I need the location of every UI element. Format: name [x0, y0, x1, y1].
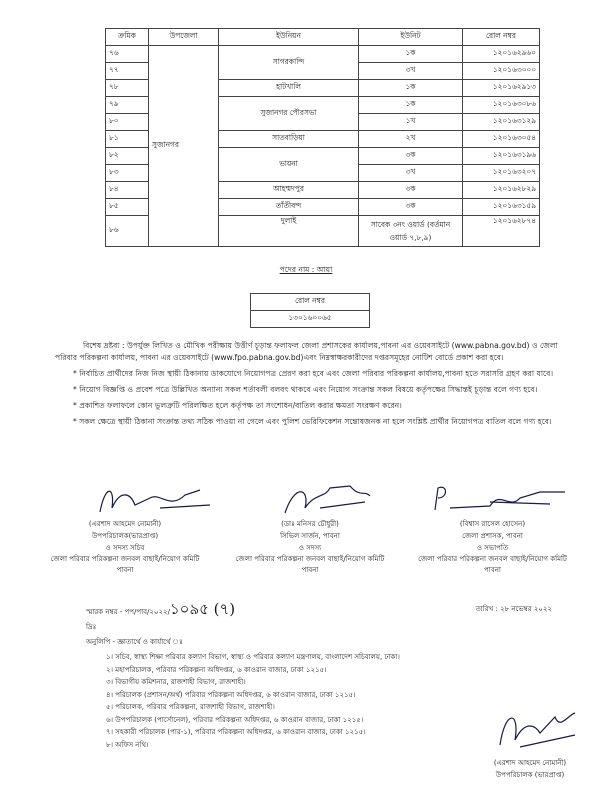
unit-cell: ৩খ: [359, 63, 463, 80]
memo-prefix: স্মারক নম্বর - পপ/পাব/২০২২/: [86, 608, 170, 616]
upazila-cell: সুজানগর: [149, 46, 219, 247]
note-item: * প্রকাশিত ফলাফলে কোন ভুলত্রুটি পরিলক্ষিত হলে কর্তৃপক্ষ তা সংশোধন/বাতিল করার ক্ষমতা সংরক্ষণ করেন।: [73, 401, 402, 410]
signature-scribble-3: [430, 480, 570, 516]
unit-cell: ২খ: [359, 131, 463, 148]
roll-cell: ১২০১৬৩০৮৬: [463, 97, 540, 114]
unit-cell: ৩খ: [359, 165, 463, 182]
union-cell: সাতবাড়িয়া: [219, 131, 359, 148]
unit-cell: সাবেক ৩নং ওয়ার্ড (বর্তমান ওয়ার্ড ৭,৮,৯): [359, 216, 463, 247]
serial-cell: ৮০: [106, 114, 149, 131]
serial-cell: ৮২: [106, 148, 149, 165]
signatory-role: ও সদস্য সচিব: [105, 544, 145, 552]
notes: [55, 340, 565, 432]
header-union: ইউনিয়ন: [219, 29, 359, 46]
copy-item: ২। মহাপরিচালক, পরিবার পরিকল্পনা অধিদপ্তর, ৬ কাওরান বাজার, ঢাকা ১২১৫।: [106, 665, 327, 674]
union-cell: তাঁতীবন্দ: [219, 199, 359, 216]
roll-cell: ১২০১৬২৮৭৪: [463, 216, 540, 247]
table-row: [106, 46, 540, 63]
union-cell: ভায়না: [219, 148, 359, 182]
signatory-place: পাবনা: [116, 566, 134, 574]
roll-cell: ১২০১৬৩০০০: [463, 63, 540, 80]
copy-item: ১। সচিব, স্বাস্থ্য শিক্ষা পরিবার কল্যাণ বিভাগ, স্বাস্থ্য ও পরিবার কল্যাণ মন্ত্রণালয়, বাংলাদেশ সচিবালয়, ঢাকা।: [106, 653, 400, 661]
signatory-place: পাবনা: [301, 566, 319, 574]
serial-cell: ৭৮: [106, 80, 149, 97]
union-cell: সাগরকান্দি: [219, 46, 359, 80]
header-unit: ইউনিট: [359, 29, 463, 46]
copy-item: ৫। পরিচালক, পরিবার পরিকল্পনা, রাজশাহী বিভাগ, রাজশাহী।: [106, 703, 275, 711]
serial-cell: ৮৪: [106, 182, 149, 199]
union-cell: দুলাই: [219, 216, 359, 247]
header-serial: ক্রমিক: [106, 29, 149, 46]
copy-item: ৩। বিভাগীয় কমিশনার, রাজশাহী বিভাগ, রাজশাহী।: [106, 678, 246, 686]
unit-cell: ১ক: [359, 97, 463, 114]
roll-cell: ১২০১৬২৯১৩: [463, 80, 540, 97]
serial-cell: ৮১: [106, 131, 149, 148]
copy-heading: অনুলিপি - জ্ঞাতার্থে ও কার্যার্থে ঃ: [86, 638, 183, 646]
unit-cell: ৩ক: [359, 199, 463, 216]
signatory-2: [230, 518, 390, 576]
unit-cell: ১ক: [359, 80, 463, 97]
header-upazila: উপজেলা: [149, 29, 219, 46]
signatory-name: (এরশাদ আহমেদ নোমানী): [88, 520, 162, 528]
serial-cell: ৮৩: [106, 165, 149, 182]
note-item: * নিয়োগ বিজ্ঞপ্তি ও প্রবেশ পত্রে উল্লিখিত অন্যান্য সকল শর্তাবলী বলবৎ থাকবে এবং নিয়োগ সংক্রান্ত সকল বিষয়ে কর্তৃপক্ষের সিদ্ধান্তই চূড়ান্ত বলে গণ্য হবে।: [73, 385, 538, 394]
serial-cell: ৮৬: [106, 216, 149, 247]
signatory-title: উপপরিচালক (ভারপ্রাপ্ত): [495, 771, 565, 779]
roll-cell: ১২০১৬৩১৫৯: [463, 199, 540, 216]
signatory-name: (এরশাদ আহমেদ নোমানী): [493, 759, 567, 767]
signatory-title: জেলা প্রশাসক, পাবনা: [462, 532, 523, 540]
note-item: * সকল ক্ষেত্রে স্থায়ী ঠিকানা সংক্রান্ত তথ্য সঠিক পাওয়া না গেলে এবং পুলিশ ভেরিফিকেশন সন্তোষজনক না হলে সংশ্লিষ্ট প্রার্থীর নিয়োগপত্র বাতিল বলে গণ্য হবে।: [73, 417, 552, 426]
union-cell: হাটখালি: [219, 80, 359, 97]
signatory-committee: জেলা পরিবার পরিকল্পনা জনবল বাছাই/নিয়োগ কমিটি: [235, 555, 385, 563]
signatory-role: ও সদস্য: [298, 544, 322, 552]
note-main: বিশেষ দ্রষ্টব্য : উপর্যুক্ত লিখিত ও মৌখিক পরীক্ষায় উত্তীর্ণ চূড়ান্ত ফলাফল জেলা প্রশাসকের কার্যালয়,পাবনা এর ওয়েবসাইটে (www.pabna.gov.bd) ও জেলা পরিবার পরিকল্পনা কার্যালয়, পাবনা এর ওয়েবসাইটে (www.fpo.pabna.gov.bd)এবং নিম্নস্বাক্ষরকারীদের দপ্তরসমূহের নোটিশ বোর্ডে প্রকাশ করা হবে।: [55, 341, 558, 362]
copy-list: [106, 651, 400, 751]
roll-cell: ১২০১৬৩১৯৬: [463, 148, 540, 165]
copy-item: ৭। সহকারী পরিচালক (পার-১), পরিবার পরিকল্পনা অধিদপ্তর, ৬ কাওরান বাজার, ঢাকা ১২১৫।: [106, 728, 366, 736]
signatory-place: পাবনা: [484, 566, 501, 574]
signatory-1: [35, 518, 215, 576]
signatory-name: (বিশ্বাস রাসেল হোসেন): [459, 520, 526, 528]
roll-header: রোল নম্বর: [251, 294, 370, 311]
signatory-committee: জেলা পরিবার পরিকল্পনা জনবল বাছাই/নিয়োগ কমিটি: [418, 555, 567, 563]
serial-cell: ৭৯: [106, 97, 149, 114]
memo-handwritten-number: ১০৯৫ (৭): [169, 600, 236, 618]
copy-item: ৮। অফিস নথি।: [106, 740, 149, 749]
memo-note: দ্রিঃ: [86, 623, 97, 631]
roll-table: [250, 293, 370, 328]
signatory-title: সিভিল সার্জন, পাবনা: [280, 532, 340, 540]
serial-cell: ৮৫: [106, 199, 149, 216]
unit-cell: ৩ক: [359, 148, 463, 165]
union-cell: সুজানগর পৌরসভা: [219, 97, 359, 131]
memo-date: তারিখ : ২৮ নভেম্বর ২০২২: [475, 605, 552, 613]
unit-cell: ৩ক: [359, 182, 463, 199]
header-roll: রোল নম্বর: [463, 29, 540, 46]
copy-item: ৬। উপপরিচালক (পার্সোনেল), পরিবার পরিকল্পনা অধিদপ্তর, ৬ কাওরান বাজার, ঢাকা ১২১৫।: [106, 715, 364, 724]
roll-cell: ১২০১৬৩০৫৪: [463, 131, 540, 148]
signature-scribble-1: [90, 480, 220, 518]
serial-cell: ৭৬: [106, 46, 149, 63]
note-item: * নির্বাচিত প্রার্থীদের নিজ নিজ স্থায়ী ঠিকানায় ডাকযোগে নিয়োগপত্র প্রেরণ করা হবে এবং জেলা পরিবার পরিকল্পনা কার্যালয়,পাবনা হতে সরাসরি গ্রহণ করা যাবে।: [73, 369, 554, 378]
union-cell: আহম্মদপুর: [219, 182, 359, 199]
post-title: পদের নাম : আয়া: [279, 265, 333, 274]
final-signatory: [460, 757, 600, 781]
results-table: [105, 28, 540, 247]
serial-cell: ৭৭: [106, 63, 149, 80]
signatory-role: ও সভাপতি: [476, 544, 509, 552]
unit-cell: ১খ: [359, 114, 463, 131]
signature-scribble-2: [270, 478, 380, 518]
signatory-title: উপপরিচালক(ভারপ্রাপ্ত): [91, 532, 159, 540]
roll-cell: ১২০১৬৩২০৭: [463, 165, 540, 182]
roll-cell: ১২০১৬২৯৬০: [463, 46, 540, 63]
signatory-committee: জেলা পরিবার পরিকল্পনা জনবল বাছাই/নিয়োগ কমিটি: [50, 555, 200, 563]
roll-cell: ১২০১৬৩১২৯: [463, 114, 540, 131]
signatory-name: (ডাঃ মনিসর চৌধুরী): [281, 520, 339, 528]
roll-cell: ১২০১৬২৮২৯: [463, 182, 540, 199]
memo-line: [86, 600, 235, 621]
signatory-3: [410, 518, 575, 576]
unit-cell: ১ক: [359, 46, 463, 63]
signature-scribble-final: [490, 705, 580, 753]
copy-item: ৪। পরিচালক (প্রশাসন/অর্থ) পরিবার পরিকল্পনা অধিদপ্তর, ৬ কাওরান বাজার, ঢাকা ১২১৫।: [106, 690, 356, 699]
table-header-row: [106, 29, 540, 46]
roll-value: ১৩০১৬০০৬৫: [251, 311, 370, 328]
